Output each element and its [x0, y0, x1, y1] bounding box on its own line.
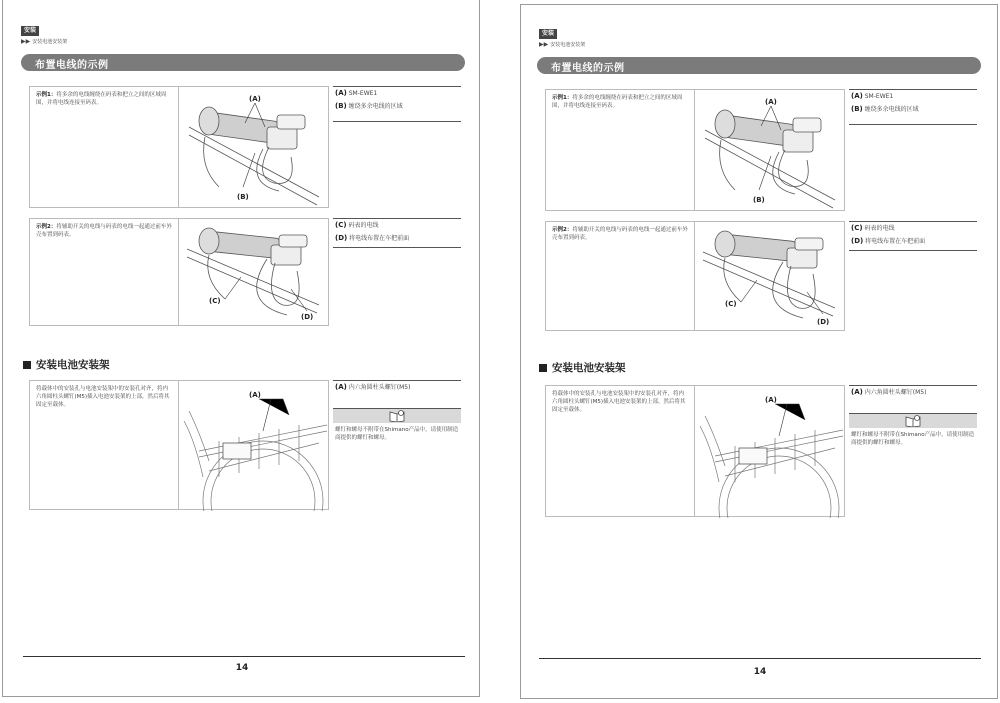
example-2-label: 示例2：: [552, 227, 573, 233]
example-2-text: [36, 223, 172, 239]
example-2-body: 将辅助开关的电线与码表的电线一起通过前车外壳布置到码表。: [552, 227, 688, 241]
notes-3: [333, 380, 461, 445]
figure-callout-c: (C): [209, 297, 221, 305]
banner-title: 布置电线的示例: [551, 63, 625, 74]
page-number: 14: [753, 667, 767, 677]
book-icon: [905, 415, 921, 427]
notes-1: [849, 89, 977, 125]
example-2-box: [29, 218, 329, 326]
tip-bar: [333, 408, 461, 423]
note-b: (B) 缠绕多余电线的区域: [851, 105, 919, 113]
battery-mount-figure: [694, 386, 847, 516]
section-heading-text: 安装电池安装架: [552, 362, 626, 374]
notes-2: [333, 218, 461, 248]
figure-callout-c: (C): [725, 300, 737, 308]
figure-callout-a: (A): [765, 396, 777, 404]
note-d: (D) 将电线布置在车把前面: [335, 234, 410, 242]
tip-text: 螺钉和螺母不附带在Shimano产品中，请使用制造商提供的螺钉和螺母。: [335, 427, 459, 441]
footer-rule: [539, 658, 981, 659]
section-banner: [537, 57, 981, 74]
book-icon: [389, 410, 405, 422]
example-1-box: [545, 89, 845, 211]
example-3-text: 将载体中的安装孔与电池安装架中的安装孔对齐，将内六角圆柱头螺钉(M5)插入电池安装架的上部，然后将其固定至载体。: [552, 391, 686, 413]
section-tag: 安装: [539, 29, 557, 39]
example-1-body: 将多余的电线缠绕在码表和把立之间的区域周围，并将电线连接至码表。: [552, 95, 683, 109]
breadcrumb-arrows-icon: ▶▶: [21, 38, 31, 45]
breadcrumb: [539, 41, 585, 48]
note-d: (D) 将电线布置在车把前面: [851, 237, 926, 245]
figure-callout-b: (B): [753, 196, 765, 204]
note-a-screw: (A) 内六角圆柱头螺钉(M5): [849, 385, 977, 399]
battery-mount-figure: [178, 381, 331, 509]
section-heading-text: 安装电池安装架: [36, 359, 110, 371]
example-1-label: 示例1：: [552, 95, 573, 101]
handlebar-figure-2: [178, 219, 331, 325]
section-tag: 安装: [21, 26, 39, 36]
example-1-text: [552, 94, 688, 110]
example-1-box: [29, 86, 329, 208]
section-heading: [539, 360, 626, 375]
example-3-box: [29, 380, 329, 510]
breadcrumb-text: 安装电池安装架: [550, 42, 586, 48]
note-c: (C) 码表的电线: [849, 221, 977, 235]
section-banner: [21, 54, 465, 71]
handlebar-figure-1: [694, 90, 847, 210]
example-2-body: 将辅助开关的电线与码表的电线一起通过前车外壳布置到码表。: [36, 224, 172, 238]
square-bullet-icon: [23, 361, 31, 369]
handlebar-figure-1: [178, 87, 331, 207]
page-number: 14: [235, 663, 249, 673]
figure-callout-b: (B): [237, 193, 249, 201]
tip-text: 螺钉和螺母不附带在Shimano产品中，请使用制造商提供的螺钉和螺母。: [851, 432, 975, 446]
figure-callout-a: (A): [765, 98, 777, 106]
breadcrumb: [21, 38, 67, 45]
notes-3: [849, 385, 977, 450]
example-3-text: 将载体中的安装孔与电池安装架中的安装孔对齐，将内六角圆柱头螺钉(M5)插入电池安装架的上部，然后将其固定至载体。: [36, 386, 170, 408]
section-heading: [23, 357, 110, 372]
square-bullet-icon: [539, 364, 547, 372]
figure-callout-d: (D): [817, 318, 830, 326]
note-a-screw: (A) 内六角圆柱头螺钉(M5): [333, 380, 461, 394]
note-c: (C) 码表的电线: [333, 218, 461, 232]
example-1-text: [36, 91, 172, 107]
tip-bar: [849, 413, 977, 428]
notes-2: [849, 221, 977, 251]
breadcrumb-arrows-icon: ▶▶: [539, 41, 549, 48]
note-b: (B) 缠绕多余电线的区域: [335, 102, 403, 110]
banner-title: 布置电线的示例: [35, 60, 109, 71]
figure-callout-a: (A): [249, 95, 261, 103]
figure-callout-a: (A): [249, 391, 261, 399]
example-1-body: 将多余的电线缠绕在码表和把立之间的区域周围，并将电线连接至码表。: [36, 92, 167, 106]
example-2-box: [545, 221, 845, 331]
handlebar-figure-2: [694, 222, 847, 330]
breadcrumb-text: 安装电池安装架: [32, 39, 68, 45]
footer-rule: [23, 656, 465, 657]
note-a: (A) SM-EWE1: [333, 86, 461, 100]
example-2-text: [552, 226, 688, 242]
notes-1: [333, 86, 461, 122]
note-a: (A) SM-EWE1: [849, 89, 977, 103]
document-page-right: [520, 4, 998, 699]
example-1-label: 示例1：: [36, 92, 57, 98]
document-page-left: [2, 0, 480, 697]
figure-callout-d: (D): [301, 313, 314, 321]
example-2-label: 示例2：: [36, 224, 57, 230]
example-3-box: [545, 385, 845, 517]
